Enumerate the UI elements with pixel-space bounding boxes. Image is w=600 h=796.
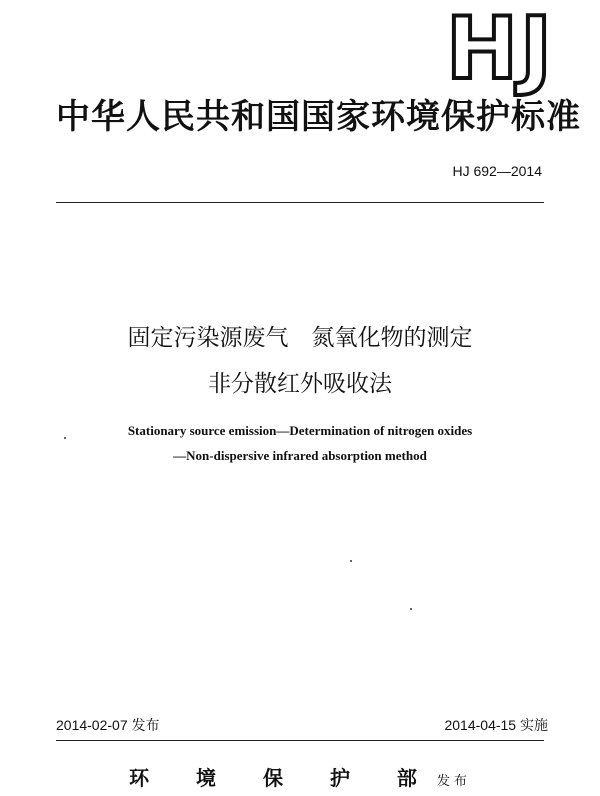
scan-speck (350, 560, 352, 562)
publisher-suffix: 发布 (436, 774, 471, 789)
effective-date: 2014-04-15 实施 (444, 717, 548, 733)
title-en-line1: Stationary source emission—Determination of nitrogen oxides (127, 423, 473, 438)
publisher-line (0, 762, 600, 791)
title-cn-line2: 非分散红外吸收法 (208, 371, 392, 397)
standard-number: HJ 692—2014 (452, 163, 542, 179)
issue-date: 2014-02-07 发布 (56, 717, 160, 733)
scan-speck (64, 437, 66, 439)
ministry-standard-heading: 中华人民共和国国家环境保护标准 (56, 97, 581, 137)
scan-speck (410, 608, 412, 610)
title-cn-line1: 固定污染源废气 氮氧化物的测定 (127, 325, 473, 351)
title-en-line2: —Non-dispersive infrared absorption method (173, 448, 427, 463)
bottom-divider (56, 740, 544, 741)
top-divider (56, 202, 544, 203)
publisher-name: 环 境 保 护 部 (129, 766, 437, 790)
hj-logo: HJ (446, 0, 554, 99)
